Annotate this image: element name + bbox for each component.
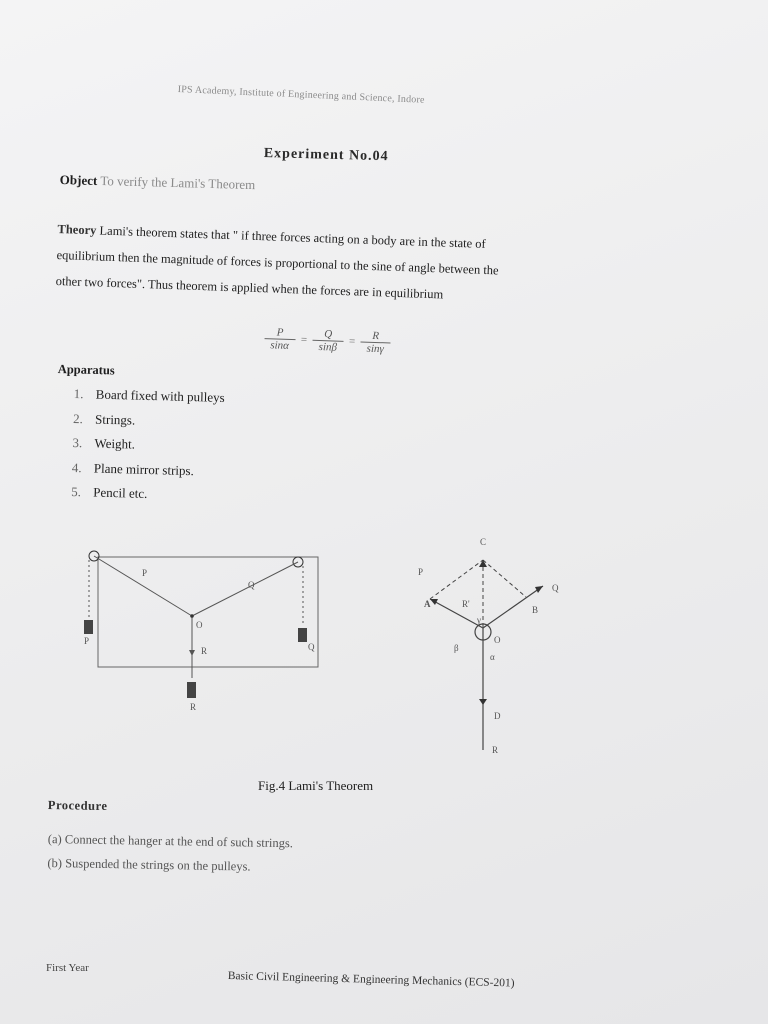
label-weight-q: Q xyxy=(308,642,315,652)
institute-header: IPS Academy, Institute of Engineering and Science, Indore xyxy=(177,84,425,106)
object-line xyxy=(60,172,256,193)
apparatus-heading: Apparatus xyxy=(57,362,115,378)
arrowhead-d xyxy=(479,699,487,705)
figure-caption: Fig.4 Lami's Theorem xyxy=(258,778,374,793)
arrowhead-q xyxy=(535,586,543,593)
list-item: (b) Suspended the strings on the pulleys. xyxy=(47,855,251,874)
label-q: Q xyxy=(552,583,559,593)
label-d: D xyxy=(494,711,501,721)
list-item: (a) Connect the hanger at the end of such strings. xyxy=(47,832,294,851)
weight-q xyxy=(298,628,307,642)
object-label: Object xyxy=(59,172,98,188)
label-r: R xyxy=(492,745,499,755)
label-c: C xyxy=(480,537,487,547)
theory-label: Theory xyxy=(57,221,97,238)
object-text: To verify the Lami's Theorem xyxy=(100,173,256,193)
weight-r xyxy=(187,682,196,698)
theory-line-2: equilibrium then the magnitude of forces is proportional to the sine of angle between the xyxy=(56,247,499,278)
theory-paragraph xyxy=(55,216,617,313)
experiment-title: Experiment No.04 xyxy=(263,146,389,165)
list-item: 1. Board fixed with pulleys xyxy=(73,386,225,405)
force-p-line xyxy=(430,599,483,628)
force-parallelogram-diagram xyxy=(408,535,578,765)
label-a: A xyxy=(424,599,431,609)
apparatus-list xyxy=(71,386,225,512)
string-q xyxy=(192,562,298,616)
board-outline xyxy=(98,557,318,667)
label-p: P xyxy=(418,567,424,577)
footer-course: Basic Civil Engineering & Engineering Mechanics (ECS-201) xyxy=(227,970,515,990)
label-b: B xyxy=(532,605,539,615)
string-p xyxy=(94,556,192,616)
label-o: O xyxy=(494,635,501,645)
arrowhead-r-prime xyxy=(479,560,487,567)
theory-line-1: Lami's theorem states that " if three forces acting on a body are in the state of xyxy=(99,223,486,251)
footer-year: First Year xyxy=(46,962,89,974)
dashed-p-to-c xyxy=(430,560,483,599)
arrow-r xyxy=(189,650,195,656)
arrowhead-p xyxy=(430,599,438,605)
list-item: 4. Plane mirror strips. xyxy=(71,459,195,478)
label-beta: β xyxy=(454,643,459,653)
pulley-board-diagram xyxy=(70,540,330,720)
weight-p xyxy=(84,620,93,634)
fraction-q: $\frac{Q}{\sin\beta}$ xyxy=(312,328,343,354)
label-gamma: γ xyxy=(477,615,481,625)
label-p: P xyxy=(142,568,148,578)
procedure-list xyxy=(47,832,293,884)
procedure-heading: Procedure xyxy=(47,798,108,814)
theory-line-3: other two forces". Thus theorem is applied when the forces are in equilibrium xyxy=(55,273,444,302)
fraction-p: $\frac{P}{\sin\alpha}$ xyxy=(264,326,295,352)
label-q: Q xyxy=(248,580,255,590)
label-r: R xyxy=(201,646,208,656)
label-o: O xyxy=(196,620,203,630)
label-alpha: α xyxy=(490,652,495,662)
list-item: 2. Strings. xyxy=(72,410,136,428)
joint-o xyxy=(190,614,194,618)
fraction-r: $\frac{R}{\sin\gamma}$ xyxy=(360,329,390,355)
lami-formula: $\frac{P}{\sin\alpha}$ = $\frac{Q}{\sin\beta}$ = $\frac{R}{\sin\gamma}$ xyxy=(261,326,393,356)
label-weight-r: R xyxy=(190,702,197,712)
list-item: 3. Weight. xyxy=(72,434,136,452)
list-item: 5. Pencil etc. xyxy=(71,483,148,501)
label-weight-p: P xyxy=(84,636,90,646)
label-r-prime: R' xyxy=(462,599,470,609)
dashed-c-to-q xyxy=(483,560,526,597)
